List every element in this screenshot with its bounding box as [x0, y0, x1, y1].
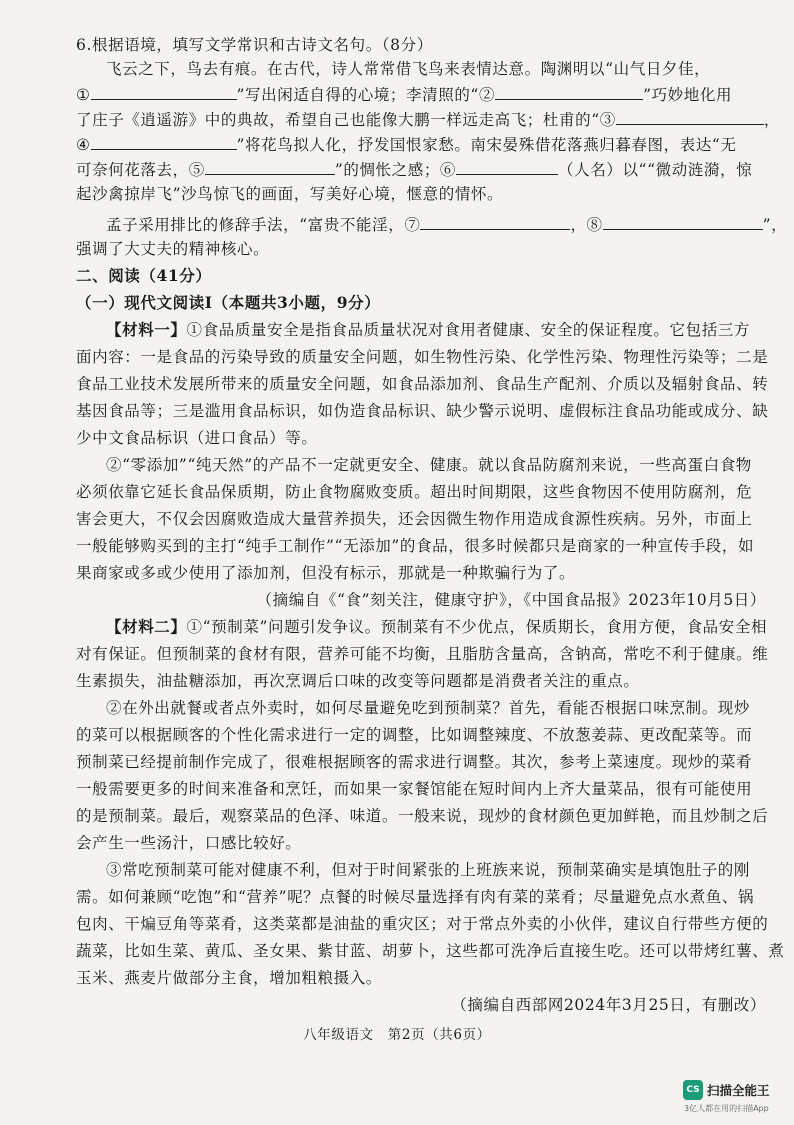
q6-text-span: 了庄子《逍遥游》中的典故，希望自己也能像大鹏一样远走高飞；杜甫的“③ — [76, 111, 616, 129]
material2-line: 玉米、燕麦片做部分主食，增加粗粮摄入。 — [76, 969, 382, 987]
material1-tag: 【材料一】 — [106, 320, 187, 339]
answer-blank-2[interactable] — [495, 83, 643, 100]
q6-para2-line1 — [106, 213, 788, 236]
watermark-app-name: 扫描全能王 — [707, 1083, 770, 1098]
material2-line: 包肉、干煸豆角等菜肴，这类菜都是油盐的重灾区；对于常点外卖的小伙伴，建议自行带些方便的 — [76, 915, 769, 933]
material1-line: 必须依靠它延长食品保质期，防止食物腐败变质。超出时间期限，这些食物因不使用防腐剂，危 — [76, 483, 753, 501]
question-6-title: 6.根据语境，填写文学常识和古诗文名句。（8分） — [76, 36, 433, 54]
material1-line: 果商家或多或少使用了添加剂，但没有标示，那就是一种欺骗行为了。 — [76, 564, 576, 582]
q6-text-span: 可奈何花落去，⑤ — [76, 161, 205, 179]
material2-line: 预制菜已经提前制作完成了，很难根据顾客的需求进行调整。其次，参考上菜速度。现炒的菜肴 — [76, 753, 753, 771]
q6-para1-line3 — [76, 108, 780, 131]
material1-line: 害会更大，不仅会因腐败造成大量营养损失，还会因微生物作用造成食源性疾病。另外，市面上 — [76, 510, 753, 528]
answer-blank-4[interactable] — [91, 133, 237, 150]
material2-tag: 【材料二】 — [106, 617, 187, 636]
q6-para1-line5 — [76, 158, 766, 181]
q6-text-span: ，⑧ — [570, 216, 603, 234]
q6-text-span: 孟子采用排比的修辞手法，“富贵不能淫，⑦ — [106, 216, 421, 234]
subsection-title: （一）现代文阅读Ⅰ（本题共3小题，9分） — [76, 293, 381, 312]
blank-4-label: ④ — [76, 136, 91, 154]
material1-line: 面内容：一是食品的污染导致的质量安全问题，如生物性污染、化学性污染、物理性污染等；二是 — [76, 348, 769, 366]
scanner-watermark — [683, 1080, 788, 1120]
q6-text-span: ”的惆怅之感；⑥ — [334, 161, 457, 179]
material2-line: 对有保证。但预制菜的食材有限，营养可能不均衡，且脂肪含量高，含钠高，常吃不利于健康。维 — [76, 645, 769, 663]
material2-line: ②在外出就餐或者点外卖时，如何尽量避免吃到预制菜？首先，看能否根据口味烹制。现炒 — [106, 699, 751, 717]
answer-blank-1[interactable] — [91, 83, 237, 100]
material1-text: ①食品质量安全是指食品质量状况对食用者健康、安全的保证程度。它包括三方 — [186, 321, 751, 339]
material2-line: 生素损失，油盐糖添加，再次烹调后口味的改变等问题都是消费者关注的重点。 — [76, 672, 640, 690]
q6-text-span: ， — [763, 111, 780, 129]
q6-text-span: （人名）以““微动涟漪，惊 — [558, 161, 753, 179]
material1-line: 少中文食品标识（进口食品）等。 — [76, 429, 318, 447]
answer-blank-7[interactable] — [420, 213, 570, 230]
watermark-tagline: 3亿人都在用的扫描App — [684, 1104, 769, 1113]
material2-line: 一般需要更多的时间来准备和烹饪，而如果一家餐馆能在短时间内上齐大量菜品，很有可能使用 — [76, 780, 753, 798]
material1-source: （摘编自《“食”刻关注，健康守护》，《中国食品报》2023年10月5日） — [256, 591, 766, 609]
material2-line — [106, 616, 766, 638]
page-footer: 八年级语文 第2页（共6页） — [303, 1027, 491, 1043]
material2-line: 需。如何兼顾“吃饱”和“营养”呢？点餐的时候尽量选择有肉有菜的菜肴；尽量避免点水煮鱼、锅 — [76, 888, 755, 906]
q6-text-span: ”将花鸟拟人化，抒发国恨家愁。南宋晏殊借花落燕归暮春图，表达“无 — [236, 136, 737, 154]
camscanner-logo-icon: CS — [683, 1080, 703, 1100]
material2-text: ①“预制菜”问题引发争议。预制菜有不少优点，保质期长，食用方便，食品安全相 — [186, 618, 768, 636]
q6-para2-line2: 强调了大丈夫的精神核心。 — [76, 240, 270, 258]
material1-line: 基因食品等；三是滥用食品标识，如伪造食品标识、缺少警示说明、虚假标注食品功能或成分、缺 — [76, 402, 769, 420]
material1-line: ②“零添加”“纯天然”的产品不一定就更安全、健康。就以食品防腐剂来说，一些高蛋白食物 — [106, 456, 752, 474]
material1-line — [106, 319, 766, 341]
material2-line: 蔬菜，比如生菜、黄瓜、圣女果、紫甘蓝、胡萝卜，这些都可洗净后直接生吃。还可以带烤红薯、煮 — [76, 942, 785, 960]
q6-text-span: ”， — [762, 216, 788, 234]
material2-line: ③常吃预制菜可能对健康不利，但对于时间紧张的上班族来说，预制菜确实是填饱肚子的刚 — [106, 861, 751, 879]
q6-text-span: ”写出闲适自得的心境；李清照的“② — [236, 86, 496, 104]
q6-para1-line6: 起沙禽掠岸飞”沙鸟惊飞的画面，写美好心境，惬意的情怀。 — [76, 185, 504, 203]
material2-source: （摘编自西部网2024年3月25日，有删改） — [451, 996, 766, 1014]
q6-para1-line1: 飞云之下，鸟去有痕。在古代，诗人常常借飞鸟来表情达意。陶渊明以“山气日夕佳， — [106, 60, 711, 78]
q6-para1-line2 — [76, 83, 766, 106]
answer-blank-5[interactable] — [205, 158, 335, 175]
material1-line: 一般能够购买到的主打“纯手工制作”“无添加”的食品，很多时候都只是商家的一种宣传手段，如 — [76, 537, 755, 555]
blank-1-label: ① — [76, 86, 91, 104]
q6-text-span: ”巧妙地化用 — [643, 86, 733, 104]
answer-blank-6[interactable] — [456, 158, 558, 175]
section-2-title: 二、阅读（41分） — [76, 266, 212, 285]
answer-blank-3[interactable] — [616, 108, 764, 125]
q6-para1-line4 — [76, 133, 766, 156]
answer-blank-8[interactable] — [603, 213, 763, 230]
material2-line: 的是预制菜。最后，观察菜品的色泽、味道。一般来说，现炒的食材颜色更加鲜艳，而且炒制之后 — [76, 807, 769, 825]
material2-line: 会产生一些汤汁，口感比较好。 — [76, 834, 302, 852]
material2-line: 的菜可以根据顾客的个性化需求进行一定的调整，比如调整辣度、不放葱姜蒜、更改配菜等。而 — [76, 726, 753, 744]
material1-line: 食品工业技术发展所带来的质量安全问题，如食品添加剂、食品生产配剂、介质以及辐射食品、转 — [76, 375, 769, 393]
